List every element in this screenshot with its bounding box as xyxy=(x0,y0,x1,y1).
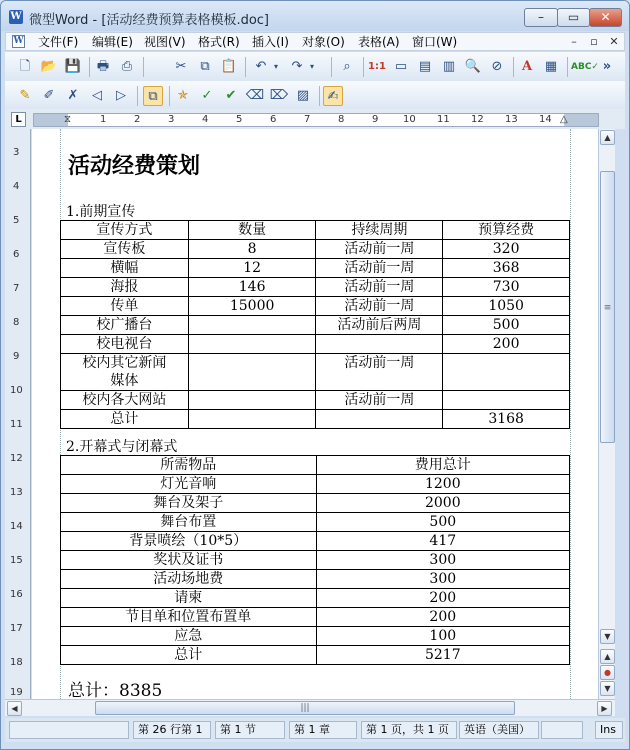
doc-minimize-button[interactable]: – xyxy=(571,35,577,48)
table-cell xyxy=(316,410,443,429)
table-cell: 校内各大网站 xyxy=(61,391,189,410)
ruler-number: 14 xyxy=(539,114,552,125)
vruler-number: 14 xyxy=(10,521,23,532)
vruler-number: 6 xyxy=(13,249,20,260)
table-cell xyxy=(316,335,443,354)
horizontal-scroll-thumb[interactable]: ||| xyxy=(95,701,515,715)
status-empty-slot xyxy=(9,721,129,739)
vruler-number: 4 xyxy=(13,181,20,192)
doc-restore-button[interactable]: ▫ xyxy=(590,35,598,48)
table-cell: 3168 xyxy=(443,410,570,429)
table-cell xyxy=(188,316,316,335)
table-row xyxy=(61,316,570,335)
table-cell: 舞台及架子 xyxy=(61,494,317,513)
table-cell: 总计 xyxy=(61,646,317,665)
toolbar-overflow-icon[interactable]: » xyxy=(602,59,612,74)
table-cell xyxy=(188,335,316,354)
menu-view[interactable]: 视图(V) xyxy=(144,35,186,49)
window-title: 微型Word - [活动经费预算表格模板.doc] xyxy=(29,13,269,28)
table-cell: 300 xyxy=(316,551,569,570)
accept-all-icon[interactable]: ✓ xyxy=(201,88,213,103)
table-cell xyxy=(443,391,570,410)
table-row xyxy=(61,278,570,297)
document-title: 活动经费策划 xyxy=(68,153,201,179)
table-cell: 活动前一周 xyxy=(316,391,443,410)
table-cell: 灯光音响 xyxy=(61,475,317,494)
table-cell: 背景喷绘（10*5） xyxy=(61,532,317,551)
delete-note-icon[interactable]: ✗ xyxy=(67,88,79,103)
replace-icon[interactable]: ⊘ xyxy=(491,59,503,74)
table-total-row xyxy=(61,646,570,665)
vertical-ruler xyxy=(5,129,31,699)
table-cell xyxy=(188,354,316,391)
minimize-button[interactable]: – xyxy=(524,8,558,27)
title-bar xyxy=(1,1,629,31)
toolbar-separator xyxy=(245,57,246,77)
menu-insert[interactable]: 插入(I) xyxy=(252,35,289,49)
previous-page-button[interactable]: ▲ xyxy=(600,649,615,664)
toolbar-separator xyxy=(513,57,514,77)
document-icon[interactable]: W xyxy=(13,36,24,46)
table-header-cell: 宣传方式 xyxy=(61,221,189,240)
next-page-button[interactable]: ▼ xyxy=(600,681,615,696)
menu-edit[interactable]: 编辑(E) xyxy=(92,35,133,49)
compare-icon[interactable]: ▨ xyxy=(296,88,310,103)
table-cell xyxy=(61,354,189,391)
table-cell: 146 xyxy=(188,278,316,297)
table-cell: 200 xyxy=(443,335,570,354)
vruler-number: 11 xyxy=(10,419,23,430)
track-changes-icon[interactable]: ⧉ xyxy=(143,86,163,106)
review-pane-icon[interactable]: ✍ xyxy=(323,86,343,106)
table-cell: 活动前一周 xyxy=(316,259,443,278)
text-color-icon[interactable]: A xyxy=(521,59,533,74)
vruler-number: 3 xyxy=(13,147,20,158)
browse-object-button[interactable]: ● xyxy=(600,665,615,680)
table-cell: 200 xyxy=(316,608,569,627)
table-header-row xyxy=(61,221,570,240)
table-header-cell: 费用总计 xyxy=(316,456,569,475)
table-row xyxy=(61,532,570,551)
copy-icon[interactable]: ⧉ xyxy=(200,59,210,74)
vruler-number: 19 xyxy=(10,687,23,698)
save-icon[interactable]: 💾 xyxy=(64,59,82,74)
table-row xyxy=(61,354,570,391)
menu-table[interactable]: 表格(A) xyxy=(358,35,400,49)
accept-change-icon[interactable]: ✯ xyxy=(177,88,189,103)
table-cell: 节目单和位置布置单 xyxy=(61,608,317,627)
table-cell: 5217 xyxy=(316,646,569,665)
ceremony-cost-table xyxy=(60,455,570,665)
ruler-number: 13 xyxy=(505,114,518,125)
table-cell xyxy=(188,410,316,429)
page-view-icon[interactable]: ▤ xyxy=(418,59,432,74)
table-cell: 1200 xyxy=(316,475,569,494)
table-cell: 海报 xyxy=(61,278,189,297)
vruler-number: 7 xyxy=(13,283,20,294)
table-cell: 320 xyxy=(443,240,570,259)
standard-toolbar xyxy=(5,52,625,82)
ruler-right-margin xyxy=(564,114,598,126)
table-cell-line: 校内其它新闻 xyxy=(82,355,167,371)
spellcheck-icon[interactable]: ABC✓ xyxy=(571,62,599,72)
toolbar-separator xyxy=(89,57,90,77)
table-row xyxy=(61,494,570,513)
menu-window[interactable]: 窗口(W) xyxy=(412,35,458,49)
cut-icon[interactable]: ✂ xyxy=(175,59,187,74)
ruler-number: 12 xyxy=(471,114,484,125)
horizontal-ruler[interactable] xyxy=(33,113,599,127)
table-cell: 舞台布置 xyxy=(61,513,317,532)
status-chapter: 第 1 章 xyxy=(289,721,357,739)
redo-dropdown-icon[interactable]: ▾ xyxy=(309,62,314,71)
vruler-number: 10 xyxy=(10,385,23,396)
ruler-number: 5 xyxy=(236,114,243,125)
status-insert-mode[interactable]: Ins xyxy=(595,721,623,739)
edit-note-icon[interactable]: ✐ xyxy=(43,88,55,103)
table-cell: 500 xyxy=(316,513,569,532)
table-cell: 200 xyxy=(316,589,569,608)
table-header-cell: 预算经费 xyxy=(443,221,570,240)
status-section: 第 1 节 xyxy=(215,721,285,739)
table-cell xyxy=(443,354,570,391)
binoculars-find-icon[interactable]: ⌕ xyxy=(343,59,351,74)
table-cell: 500 xyxy=(443,316,570,335)
status-language: 英语（美国） xyxy=(459,721,539,739)
toolbar-separator xyxy=(169,86,170,106)
maximize-button[interactable]: ▭ xyxy=(557,8,590,27)
zoom-icon[interactable]: 🔍 xyxy=(464,59,482,74)
undo-icon[interactable]: ↶ xyxy=(255,59,267,74)
ruler-number: 3 xyxy=(168,114,175,125)
table-cell: 请柬 xyxy=(61,589,317,608)
open-folder-icon[interactable]: 📂 xyxy=(40,59,58,74)
section-heading-2: 2.开幕式与闭幕式 xyxy=(66,439,178,455)
table-row xyxy=(61,570,570,589)
table-total-row xyxy=(61,410,570,429)
table-header-row xyxy=(61,456,570,475)
word-app-icon: W xyxy=(10,11,22,22)
table-cell: 宣传板 xyxy=(61,240,189,259)
indent-marker-icon[interactable]: ⧖ xyxy=(64,114,72,125)
grand-total: 总计：8385 xyxy=(68,681,163,699)
vertical-scrollbar[interactable] xyxy=(598,129,615,699)
table-row xyxy=(61,335,570,354)
format-painter-icon[interactable]: ▦ xyxy=(544,59,558,74)
toolbar-separator xyxy=(363,57,364,77)
vruler-number: 16 xyxy=(10,589,23,600)
table-cell: 活动前一周 xyxy=(316,297,443,316)
table-row xyxy=(61,589,570,608)
accept-next-icon[interactable]: ✔ xyxy=(225,88,237,103)
table-cell-line: 媒体 xyxy=(110,373,139,389)
table-cell: 100 xyxy=(316,627,569,646)
section-heading-1: 1.前期宣传 xyxy=(66,204,136,220)
table-cell: 活动前一周 xyxy=(316,240,443,259)
menu-file[interactable]: 文件(F) xyxy=(38,35,79,49)
scroll-down-button[interactable]: ▼ xyxy=(600,629,615,644)
ruler-number: 7 xyxy=(304,114,311,125)
reject-change-icon[interactable]: ⌫ xyxy=(245,88,265,103)
vruler-number: 18 xyxy=(10,657,23,668)
document-canvas[interactable] xyxy=(32,129,598,699)
menu-format[interactable]: 格式(R) xyxy=(198,35,240,49)
ruler-number: 2 xyxy=(134,114,141,125)
table-row xyxy=(61,627,570,646)
table-row xyxy=(61,240,570,259)
close-button[interactable]: ✕ xyxy=(589,8,622,27)
columns-icon[interactable]: ▥ xyxy=(442,59,456,74)
redo-icon[interactable]: ↷ xyxy=(291,59,303,74)
right-margin-guide xyxy=(570,129,571,699)
field-icon[interactable]: ▭ xyxy=(394,59,408,74)
menu-bar xyxy=(5,32,625,51)
scroll-left-button[interactable]: ◀ xyxy=(7,701,22,716)
vertical-scroll-thumb[interactable]: ≡ xyxy=(600,171,615,443)
print-icon[interactable]: 🖶 xyxy=(96,59,110,74)
right-indent-marker-icon[interactable]: △ xyxy=(560,114,568,125)
horizontal-scrollbar[interactable] xyxy=(5,699,615,716)
toolbar-separator xyxy=(143,57,144,77)
table-icon[interactable]: 1:1 xyxy=(368,61,386,72)
table-cell: 活动前一周 xyxy=(316,354,443,391)
new-document-icon[interactable]: 🗋 xyxy=(19,59,31,74)
scroll-right-button[interactable]: ▶ xyxy=(597,701,612,716)
vruler-number: 13 xyxy=(10,487,23,498)
status-empty-slot xyxy=(541,721,583,739)
table-cell: 15000 xyxy=(188,297,316,316)
table-cell: 活动场地费 xyxy=(61,570,317,589)
ruler-number: 4 xyxy=(202,114,209,125)
table-cell: 2000 xyxy=(316,494,569,513)
review-toolbar xyxy=(5,81,625,111)
table-row xyxy=(61,391,570,410)
table-row xyxy=(61,259,570,278)
table-cell: 奖状及证书 xyxy=(61,551,317,570)
status-cursor-position: 第 26 行第 1 xyxy=(133,721,211,739)
table-cell: 应急 xyxy=(61,627,317,646)
table-cell: 总计 xyxy=(61,410,189,429)
vruler-number: 12 xyxy=(10,453,23,464)
table-header-cell: 数量 xyxy=(188,221,316,240)
toolbar-separator xyxy=(567,57,568,77)
table-header-cell: 所需物品 xyxy=(61,456,317,475)
toolbar-separator xyxy=(319,86,320,106)
table-cell: 校电视台 xyxy=(61,335,189,354)
vruler-number: 15 xyxy=(10,555,23,566)
vruler-number: 17 xyxy=(10,623,23,634)
vruler-number: 9 xyxy=(13,351,20,362)
undo-dropdown-icon[interactable]: ▾ xyxy=(273,62,278,71)
next-note-icon[interactable]: ▷ xyxy=(116,88,126,103)
table-cell: 730 xyxy=(443,278,570,297)
table-cell: 300 xyxy=(316,570,569,589)
prev-note-icon[interactable]: ◁ xyxy=(92,88,102,103)
toolbar-separator xyxy=(331,57,332,77)
horizontal-ruler-row xyxy=(5,109,625,129)
ruler-number: 1 xyxy=(100,114,107,125)
table-cell: 传单 xyxy=(61,297,189,316)
vruler-number: 8 xyxy=(13,317,20,328)
toolbar-separator xyxy=(137,86,138,106)
table-cell: 417 xyxy=(316,532,569,551)
table-row xyxy=(61,608,570,627)
reject-all-icon[interactable]: ⌦ xyxy=(269,88,289,103)
table-cell: 1050 xyxy=(443,297,570,316)
table-row xyxy=(61,513,570,532)
status-bar xyxy=(5,718,625,742)
table-cell: 活动前后两周 xyxy=(316,316,443,335)
table-cell: 8 xyxy=(188,240,316,259)
doc-close-button[interactable]: ✕ xyxy=(609,35,619,48)
table-cell: 368 xyxy=(443,259,570,278)
pdf-export-icon[interactable]: ⎙ xyxy=(121,59,133,74)
ruler-number: 8 xyxy=(338,114,345,125)
status-page-count: 第 1 页，共 1 页 xyxy=(361,721,457,739)
ruler-number: 10 xyxy=(403,114,416,125)
table-header-cell: 持续周期 xyxy=(316,221,443,240)
table-row xyxy=(61,551,570,570)
vruler-number: 5 xyxy=(13,215,20,226)
highlight-pencil-icon[interactable]: ✎ xyxy=(19,88,31,103)
ruler-number: 6 xyxy=(270,114,277,125)
ruler-number: 11 xyxy=(437,114,450,125)
publicity-budget-table xyxy=(60,220,570,429)
table-row xyxy=(61,475,570,494)
table-cell xyxy=(188,391,316,410)
table-cell: 12 xyxy=(188,259,316,278)
ruler-left-margin xyxy=(34,114,68,126)
tab-stop-selector[interactable]: L xyxy=(11,112,26,127)
menu-object[interactable]: 对象(O) xyxy=(302,35,345,49)
table-cell: 校广播台 xyxy=(61,316,189,335)
table-cell: 横幅 xyxy=(61,259,189,278)
table-row xyxy=(61,297,570,316)
scroll-up-button[interactable]: ▲ xyxy=(600,130,615,145)
ruler-number: 9 xyxy=(372,114,379,125)
table-cell: 活动前一周 xyxy=(316,278,443,297)
paste-icon[interactable]: 📋 xyxy=(220,59,238,74)
